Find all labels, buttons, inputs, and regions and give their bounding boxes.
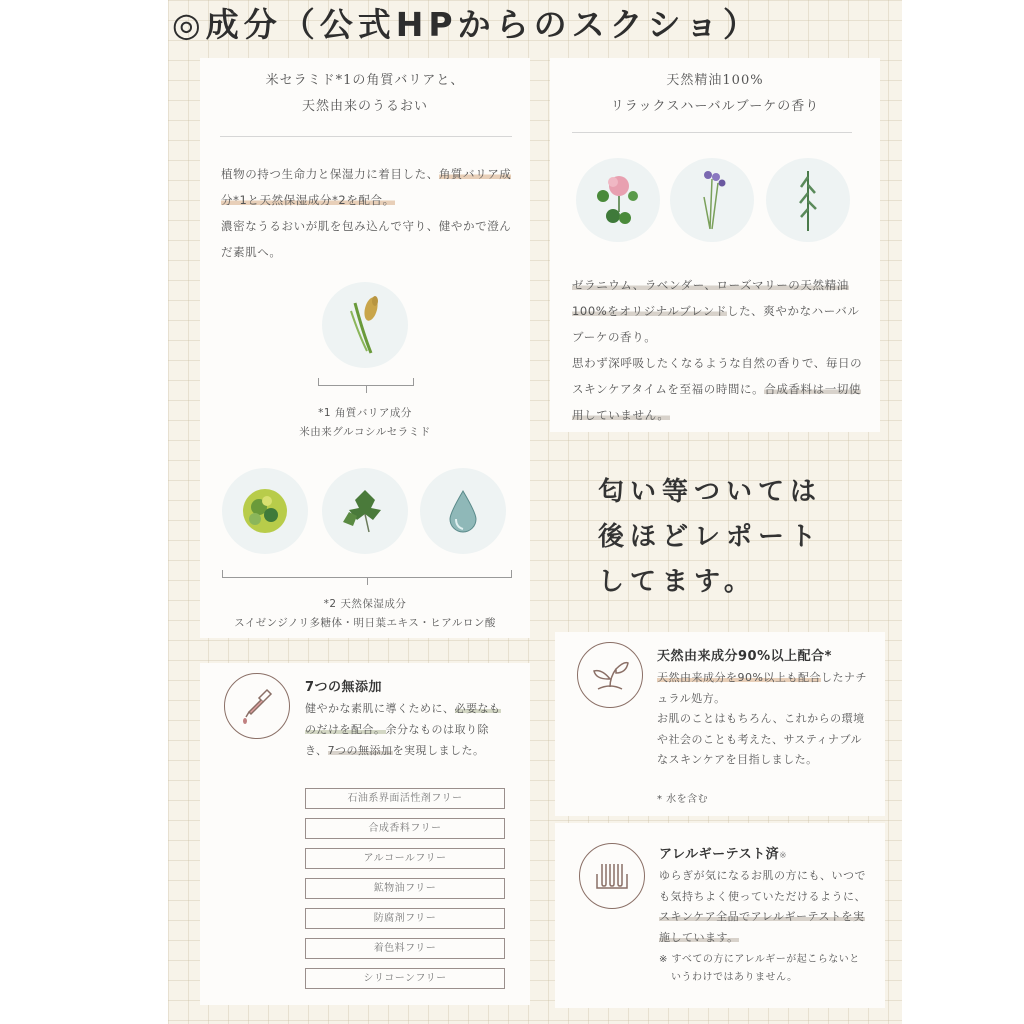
page-title: ◎成分（公式HPからのスクショ） [172, 5, 761, 44]
geranium-icon [593, 172, 643, 228]
rosemary-icon [793, 167, 823, 233]
fragrance-body: ゼラニウム、ラベンダー、ローズマリーの天然精油100%をオリジナルブレンドした、爽やかなハーバルブーケの香り。 思わず深呼吸したくなるような自然の香りで、毎日のスキンケアタイムを至福の時間に。合成香料は一切使用していません。 [572, 278, 863, 422]
divider [220, 136, 512, 137]
dropper-icon [224, 673, 290, 739]
ceramide-heading [200, 68, 530, 120]
lavender-image [670, 158, 754, 242]
allergy-footnote: ※ すべての方にアレルギーが起こらないというわけではありません。 [659, 954, 860, 983]
natural-body: 天然由来成分を90%以上も配合したナチュラル処方。 お肌のことはもちろん、これからの環境や社会のことも考えた、サスティナブルなスキンケアを目指しました。 [657, 671, 867, 766]
ceramide-card [200, 58, 530, 638]
highlight-barrier: 角質バリア成分*1と天然保湿成分*2を配合。 [221, 167, 512, 207]
bracket-note2 [222, 570, 512, 578]
rice-plant-image [322, 282, 408, 368]
test-tubes-icon [579, 843, 645, 909]
allergy-body: ゆらぎが気になるお肌の方にも、いつでも気持ちよく使っていただけるように、スキンケア全品でアレルギーテストを実施しています。 [659, 869, 866, 944]
additive-body: 健やかな素肌に導くために、必要なものだけを配合。余分なものは取り除き、7つの無添加を実現しました。 [305, 702, 501, 757]
ceramide-body: 植物の持つ生命力と保湿力に着目した、角質バリア成分*1と天然保湿成分*2を配合。 濃密なうるおいが肌を包み込んで守り、健やかで澄んだ素肌へ。 [221, 167, 512, 259]
fragrance-heading-line2: リラックスハーバルブーケの香り [610, 99, 820, 114]
handwritten-note: 匂い等ついては 後ほどレポート してます。 [598, 477, 823, 597]
free-item: アルコールフリー [305, 848, 505, 869]
note1-caption: *1 角質バリア成分 米由来グルコシルセラミド [299, 407, 431, 438]
natural-title: 天然由来成分90%以上配合* [657, 649, 832, 664]
sprout-icon [577, 642, 643, 708]
rosemary-image [766, 158, 850, 242]
ashitaba-leaf-image [322, 468, 408, 554]
highlight-essential-oil: ゼラニウム、ラベンダー、ローズマリーの天然精油100%をオリジナルブレンド [572, 278, 849, 318]
ceramide-heading-line2: 天然由来のうるおい [301, 99, 428, 114]
additive-free-card [200, 663, 530, 1005]
ceramide-heading-line1: 米セラミド*1の角質バリアと、 [265, 73, 465, 88]
free-item: 石油系界面活性剤フリー [305, 788, 505, 809]
geranium-image [576, 158, 660, 242]
natural-origin-card [555, 632, 885, 816]
free-item: 防腐剤フリー [305, 908, 505, 929]
note2-caption: *2 天然保湿成分 スイゼンジノリ多糖体・明日葉エキス・ヒアルロン酸 [234, 598, 496, 629]
suizenji-nori-image [222, 468, 308, 554]
natural-footnote: * 水を含む [657, 794, 709, 805]
free-item: 鉱物油フリー [305, 878, 505, 899]
rice-plant-icon [345, 293, 385, 357]
free-item: シリコーンフリー [305, 968, 505, 989]
fragrance-heading-line1: 天然精油100% [666, 73, 764, 88]
bracket-note1 [318, 378, 414, 386]
free-item: 着色料フリー [305, 938, 505, 959]
fragrance-card [550, 58, 880, 432]
allergy-title: アレルギーテスト済※ [659, 847, 788, 862]
fragrance-heading [550, 68, 880, 120]
free-item: 合成香料フリー [305, 818, 505, 839]
additive-title: 7つの無添加 [305, 680, 383, 695]
leaf-icon [335, 486, 395, 536]
lavender-icon [692, 167, 732, 233]
allergy-test-card [555, 823, 885, 1008]
water-drop-image [420, 468, 506, 554]
water-drop-icon [448, 489, 478, 533]
highlight-no-synthetic: 合成香料は一切使用していません。 [572, 382, 862, 422]
seaweed-icon [237, 483, 293, 539]
divider [572, 132, 852, 133]
